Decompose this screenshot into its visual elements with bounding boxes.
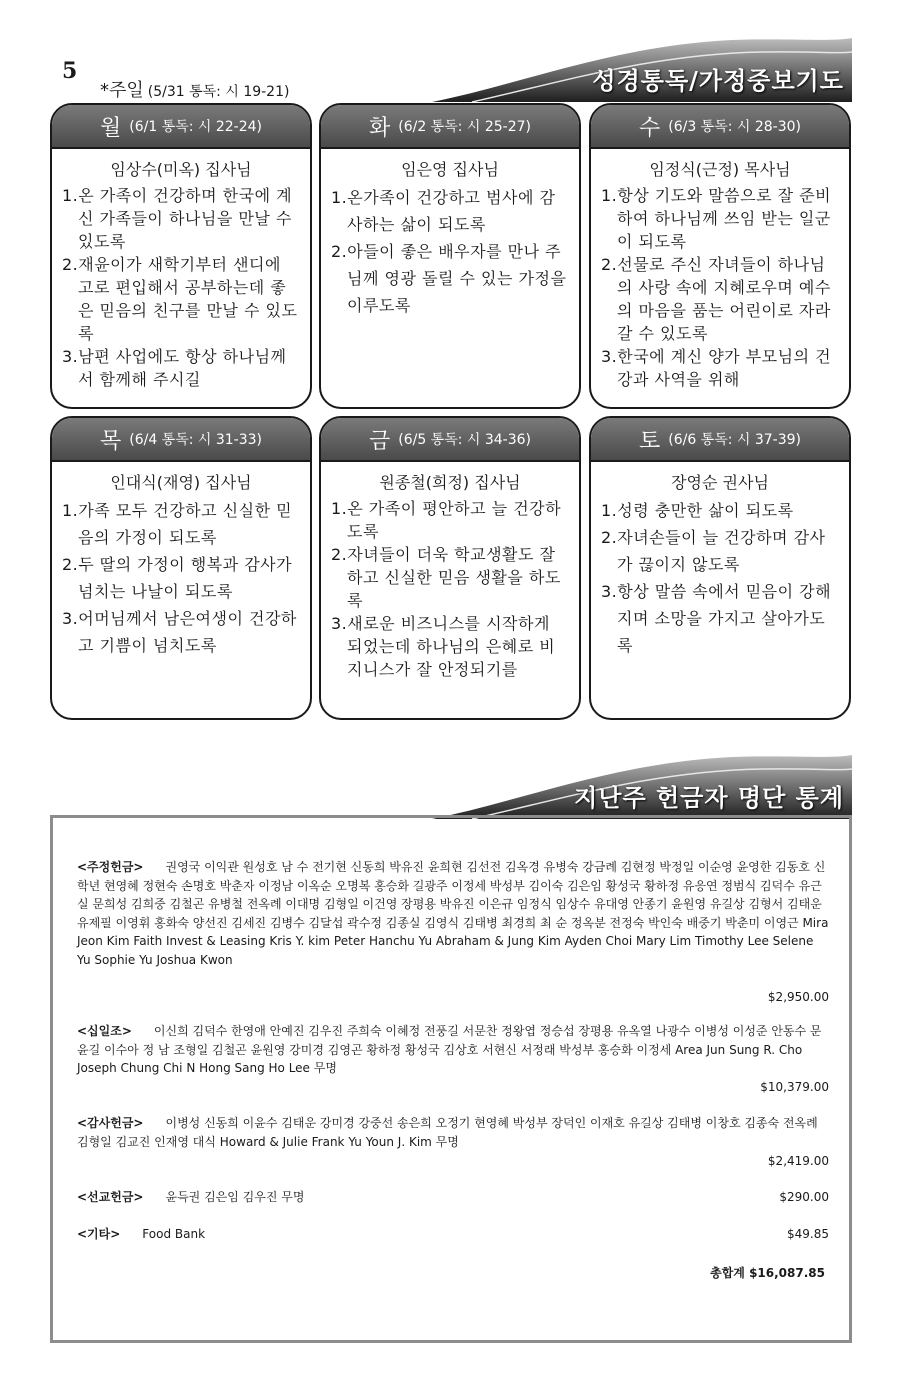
- card-header: [52, 418, 310, 462]
- banner-title: 성경통독/가정중보기도: [592, 66, 844, 95]
- pastor-name: 임상수(미옥) 집사님: [110, 160, 252, 179]
- prayer-item: 1.성령 충만한 삶이 되도록: [601, 501, 794, 520]
- pastor-name: 원종철(희정) 집사님: [379, 473, 521, 492]
- reading-ref: (6/2 통독: 시 25-27): [398, 119, 532, 135]
- prayer-item: 2.아들이 좋은 배우자를 만나 주님께 영광 돌릴 수 있는 가정을 이루도록: [331, 242, 567, 315]
- offering-list-box: [50, 815, 852, 1343]
- offering-section-thanks: [77, 1114, 829, 1172]
- offering-amount: $2,950.00: [767, 990, 829, 1004]
- offering-section-tithe: [77, 1022, 829, 1104]
- offering-names: Food Bank: [142, 1227, 206, 1241]
- pastor-name: 인대식(재영) 집사님: [110, 473, 252, 492]
- offering-amount: $2,419.00: [767, 1154, 829, 1168]
- prayer-item: 2.재윤이가 새학기부터 샌디에 고로 편입해서 공부하는데 좋은 믿음의 친구를 만날 수 있도록: [62, 255, 298, 343]
- prayer-item: 2.자녀손들이 늘 건강하며 감사가 끊이지 않도록: [601, 528, 826, 574]
- prayer-item: 1.항상 기도와 말씀으로 잘 준비하여 하나님께 쓰임 받는 일군이 되도록: [601, 186, 832, 251]
- prayer-card-thu: [50, 416, 312, 720]
- page-number: 5: [62, 58, 78, 84]
- prayer-item: 3.항상 말씀 속에서 믿음이 강해지며 소망을 가지고 살아가도록: [601, 582, 832, 655]
- prayer-item: 1.온가족이 건강하고 범사에 감사하는 삶이 되도록: [331, 188, 556, 234]
- card-header: [591, 105, 849, 149]
- prayer-item: 1.가족 모두 건강하고 신실한 믿음의 가정이 되도록: [62, 501, 293, 547]
- reading-ref: (6/1 통독: 시 22-24): [129, 119, 263, 135]
- prayer-item: 3.남편 사업에도 항상 하나님께서 함께해 주시길: [62, 347, 287, 389]
- card-header: [52, 105, 310, 149]
- prayer-card-fri: [319, 416, 581, 720]
- offering-banner: [432, 755, 852, 819]
- prayer-card-mon: [50, 103, 312, 409]
- day-label: 수: [638, 115, 661, 141]
- day-label: 월: [99, 115, 122, 141]
- offering-names: 이병성 신동희 이윤수 김태운 강미경 강중선 송은희 오정기 현영혜 박성부 장덕인 이재호 유길상 김태병 이창호 김종숙 전옥례 김형일 김교진 인재영 대식 Howard & Julie Frank Yu Youn J. Kim 무명: [77, 1116, 818, 1149]
- offering-category: <주정헌금>: [77, 860, 144, 874]
- offering-names: 이신희 김덕수 한영애 안예진 김우진 주희숙 이혜정 전풍길 서문찬 정왕엽 정승섭 장평용 유옥열 나광수 이병성 이성준 안동수 문윤길 이수아 정 남 조형일 김철곤 윤원영 강미경 김영곤 황하정 황성국 김상호 서현신 서정래 박성부 홍승화 이정세 Area Jun Sung R. Cho Joseph Chung Chi N Hong Sang Ho Lee 무명: [77, 1024, 822, 1075]
- prayer-card-sat: [589, 416, 851, 720]
- offering-category: <감사헌금>: [77, 1116, 144, 1130]
- card-header: [321, 105, 579, 149]
- offering-section-mission: [77, 1188, 829, 1208]
- banner-title: 지난주 헌금자 명단 통계: [574, 783, 844, 812]
- pastor-name: 장영순 권사님: [671, 473, 769, 492]
- prayer-item: 1.온 가족이 평안하고 늘 건강하도록: [331, 499, 562, 541]
- sunday-ref: (5/31 통독: 시 19-21): [147, 84, 290, 100]
- sunday-label: *주일: [100, 80, 144, 101]
- offering-names: 윤득권 김은임 김우진 무명: [165, 1190, 305, 1204]
- offering-category: <선교헌금>: [77, 1190, 144, 1204]
- offering-amount: $290.00: [779, 1190, 829, 1204]
- day-label: 토: [638, 428, 661, 454]
- offering-total: 총합계 $16,087.85: [710, 1266, 825, 1280]
- prayer-item: 3.한국에 계신 양가 부모님의 건강과 사역을 위해: [601, 347, 832, 389]
- offering-amount: $10,379.00: [760, 1080, 829, 1094]
- offering-section-sunday: [77, 858, 829, 1008]
- card-header: [321, 418, 579, 462]
- prayer-banner: [432, 38, 852, 102]
- reading-ref: (6/3 통독: 시 28-30): [668, 119, 802, 135]
- pastor-name: 임정식(근정) 목사님: [649, 160, 791, 179]
- reading-ref: (6/6 통독: 시 37-39): [668, 432, 802, 448]
- reading-ref: (6/5 통독: 시 34-36): [398, 432, 532, 448]
- prayer-item: 1.온 가족이 건강하며 한국에 계신 가족들이 하나님을 만날 수 있도록: [62, 186, 293, 251]
- day-label: 목: [99, 428, 122, 454]
- prayer-item: 2.자녀들이 더욱 학교생활도 잘 하고 신실한 믿음 생활을 하도록: [331, 545, 561, 610]
- card-header: [591, 418, 849, 462]
- prayer-item: 2.선물로 주신 자녀들이 하나님의 사랑 속에 지혜로우며 예수의 마음을 품는 어린이로 자라갈 수 있도록: [601, 255, 831, 343]
- day-label: 화: [368, 115, 391, 141]
- offering-names: 권영국 이익관 원성호 남 수 전기현 신동희 박유진 윤희현 김선전 김옥경 유병숙 강금례 김현정 박정일 이순영 윤영한 김동호 신학년 현영혜 정현숙 손명호 박춘자 이정남 이옥순 오명복 홍승화 길광주 이정세 박성부 김이숙 김은임 황성국 황하정 유응연 정범식 김덕수 유근실 문희성 김희중 김철곤 유병철 전옥례 이대명 김형일 이건영 장평용 박유진 이은규 임정식 임상수 유대영 안종기 윤원영 유길상 김형서 김태운 유제필 이영휘 홍화숙 양선진 김세진 김병수 김달섭 곽수정 김종실 김영식 김태병 최경희 최 순 정옥분 전정숙 박인숙 배중기 박춘미 이영근 Mira Jeon Kim Faith Invest & Leasing Kris Y. kim Peter Hanchu Yu Abraham & Jung Kim Ayden Choi Mary Lim Timothy Lee Selene Yu Sophie Yu Joshua Kwon: [77, 860, 829, 967]
- prayer-card-wed: [589, 103, 851, 409]
- offering-category: <십일조>: [77, 1024, 132, 1038]
- prayer-item: 3.어머님께서 남은여생이 건강하고 기쁨이 넘치도록: [62, 609, 297, 655]
- prayer-card-tue: [319, 103, 581, 409]
- day-label: 금: [368, 428, 391, 454]
- pastor-name: 임은영 집사님: [401, 160, 499, 179]
- offering-amount: $49.85: [787, 1227, 829, 1241]
- offering-section-other: [77, 1225, 829, 1245]
- offering-category: <기타>: [77, 1227, 121, 1241]
- prayer-item: 2.두 딸의 가정이 행복과 감사가 넘치는 나날이 되도록: [62, 555, 293, 601]
- reading-ref: (6/4 통독: 시 31-33): [129, 432, 263, 448]
- prayer-item: 3.새로운 비즈니스를 시작하게 되었는데 하나님의 은혜로 비지니스가 잘 안정되기를: [331, 614, 556, 679]
- sunday-reading: [100, 76, 289, 102]
